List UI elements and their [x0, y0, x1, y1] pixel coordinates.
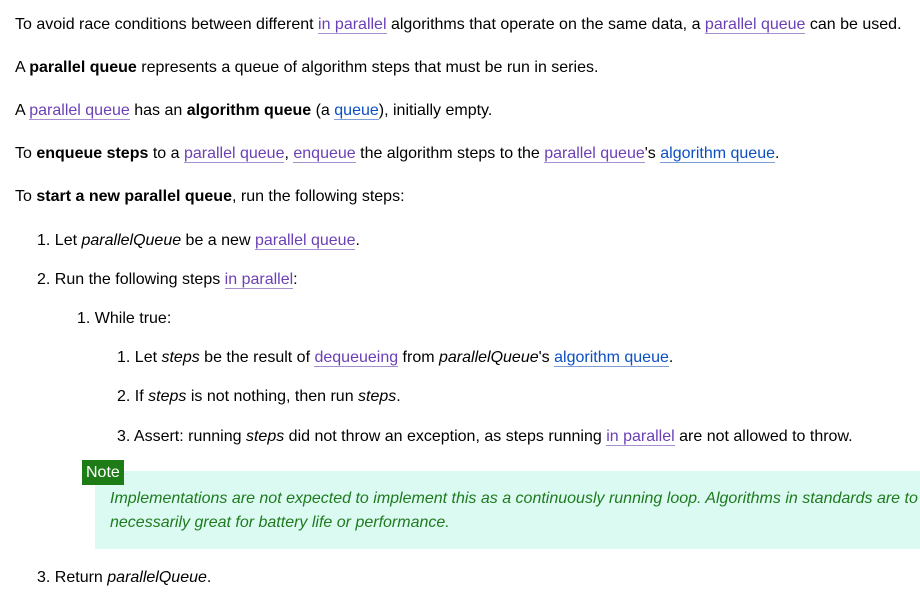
text: Let	[50, 232, 82, 249]
text: be a new	[181, 232, 255, 249]
text: To	[15, 145, 37, 162]
variable: parallelQueue	[107, 569, 207, 586]
algorithm-queue-link[interactable]: algorithm queue	[660, 145, 775, 162]
text: .	[206, 569, 212, 586]
text: :	[293, 271, 298, 288]
text: Return	[50, 569, 108, 586]
text: (a	[311, 102, 335, 119]
list-number: 2.	[37, 271, 51, 288]
algorithm-queue-paragraph	[15, 101, 492, 121]
list-item-step-1	[37, 231, 360, 251]
parallel-queue-link[interactable]: parallel queue	[183, 145, 285, 162]
list-number: 3.	[37, 569, 51, 586]
variable: steps	[245, 428, 285, 445]
note-text-line-1: Implementations are not expected to implement this as a continuously running loop. Algorithms in standards are to	[110, 490, 918, 507]
text: ,	[284, 145, 294, 162]
text: .	[775, 145, 780, 162]
note-label: Note	[82, 460, 124, 485]
term-parallel-queue: parallel queue	[29, 59, 137, 76]
enqueue-paragraph	[15, 144, 779, 164]
text: .	[355, 232, 360, 249]
text: .	[396, 388, 401, 405]
variable: parallelQueue	[439, 349, 539, 366]
list-item-step-2-1-1	[117, 348, 673, 368]
text: , run the following steps:	[231, 188, 405, 205]
intro-paragraph	[15, 15, 902, 35]
text: is not nothing, then run	[186, 388, 359, 405]
text: to a	[148, 145, 184, 162]
text: 's	[538, 349, 555, 366]
text: Let	[130, 349, 162, 366]
list-item-step-3	[37, 568, 211, 588]
list-number: 1.	[77, 310, 91, 327]
list-item-step-2-1-2	[117, 387, 401, 407]
list-number: 3.	[117, 428, 131, 445]
text: the algorithm steps to the	[355, 145, 545, 162]
text: represents a queue of algorithm steps that must be run in series.	[136, 59, 599, 76]
parallel-queue-link[interactable]: parallel queue	[254, 232, 356, 249]
parallel-queue-link[interactable]: parallel queue	[29, 102, 130, 119]
text: has an	[129, 102, 187, 119]
text: .	[668, 349, 674, 366]
list-item-step-2-1-3	[117, 427, 853, 447]
parallel-queue-link[interactable]: parallel queue	[704, 16, 806, 33]
list-number: 2.	[117, 388, 131, 405]
in-parallel-link[interactable]: in parallel	[318, 16, 387, 33]
list-number: 1.	[117, 349, 131, 366]
variable: steps	[148, 388, 187, 405]
start-paragraph	[15, 187, 405, 207]
text: ), initially empty.	[378, 102, 493, 119]
text: 's	[644, 145, 661, 162]
variable: steps	[358, 388, 397, 405]
text: are not allowed to throw.	[674, 428, 853, 445]
text: did not throw an exception, as steps running	[284, 428, 607, 445]
variable: parallelQueue	[81, 232, 182, 249]
text: While true:	[90, 310, 172, 327]
term-algorithm-queue: algorithm queue	[186, 102, 312, 119]
list-item-step-2	[37, 270, 298, 290]
note-box	[95, 471, 920, 549]
note-text-line-2: necessarily great for battery life or performance.	[110, 514, 450, 531]
text: be the result of	[199, 349, 315, 366]
text: A	[15, 102, 30, 119]
algorithm-queue-link[interactable]: algorithm queue	[554, 349, 669, 366]
dequeueing-link[interactable]: dequeueing	[314, 349, 399, 366]
parallel-queue-link[interactable]: parallel queue	[544, 145, 645, 162]
queue-link[interactable]: queue	[334, 102, 379, 119]
definition-paragraph	[15, 58, 598, 78]
in-parallel-link[interactable]: in parallel	[224, 271, 294, 288]
text: algorithms that operate on the same data, a	[386, 16, 705, 33]
term-start-parallel-queue: start a new parallel queue	[36, 188, 232, 205]
text: from	[398, 349, 439, 366]
term-enqueue-steps: enqueue steps	[36, 145, 149, 162]
list-number: 1.	[37, 232, 51, 249]
text: Run the following steps	[50, 271, 225, 288]
text: If	[130, 388, 149, 405]
enqueue-link[interactable]: enqueue	[293, 145, 356, 162]
variable: steps	[161, 349, 200, 366]
text: Assert: running	[130, 428, 246, 445]
text: can be used.	[805, 16, 902, 33]
in-parallel-link[interactable]: in parallel	[606, 428, 675, 445]
text: To	[15, 188, 37, 205]
list-item-step-2-1	[77, 309, 171, 329]
text: To avoid race conditions between different	[15, 16, 319, 33]
text: A	[15, 59, 30, 76]
